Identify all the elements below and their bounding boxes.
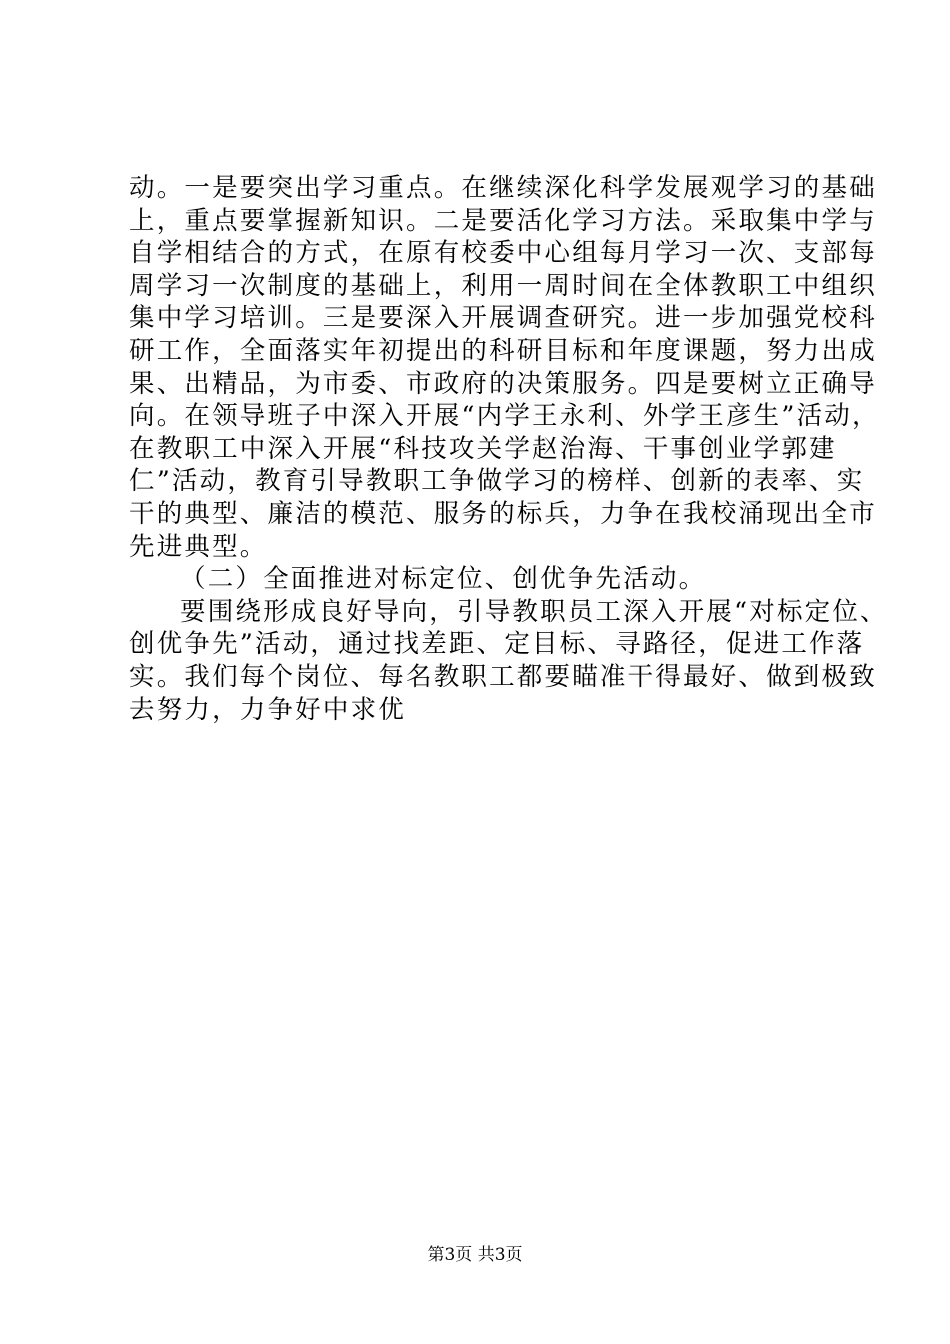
text-line: 仁”活动，教育引导教职工争做学习的榜样、创新的表率、实 [129, 466, 865, 497]
text-line: 先进典型。 [129, 531, 268, 562]
text-line: 创优争先”活动，通过找差距、定目标、寻路径，促进工作落 [129, 629, 865, 660]
section-heading: （二）全面推进对标定位、创优争先活动。 [180, 564, 707, 595]
text-line: 去努力，力争好中求优 [129, 694, 407, 725]
text-line: 自学相结合的方式，在原有校委中心组每月学习一次、支部每 [129, 238, 877, 269]
text-line: 要围绕形成良好导向，引导教职员工深入开展“对标定位、 [180, 596, 888, 627]
text-line: 干的典型、廉洁的模范、服务的标兵，力争在我校涌现出全市 [129, 498, 877, 529]
text-line: 向。在领导班子中深入开展“内学王永利、外学王彦生”活动， [129, 401, 880, 432]
text-line: 动。一是要突出学习重点。在继续深化科学发展观学习的基础 [129, 173, 877, 203]
text-line: 在教职工中深入开展“科技攻关学赵治海、干事创业学郭建 [129, 433, 837, 464]
text-line: 周学习一次制度的基础上，利用一周时间在全体教职工中组织 [129, 270, 877, 301]
body-text [129, 172, 888, 726]
text-line: 果、出精品，为市委、市政府的决策服务。四是要树立正确导 [129, 368, 877, 399]
text-line: 研工作，全面落实年初提出的科研目标和年度课题，努力出成 [129, 335, 877, 366]
text-line: 集中学习培训。三是要深入开展调查研究。进一步加强党校科 [129, 303, 877, 334]
text-line: 上，重点要掌握新知识。二是要活化学习方法。采取集中学与 [129, 205, 877, 236]
text-line: 实。我们每个岗位、每名教职工都要瞄准干得最好、做到极致 [129, 661, 877, 692]
page-footer [0, 1244, 950, 1266]
page-indicator: 第3页 共3页 [427, 1245, 523, 1265]
